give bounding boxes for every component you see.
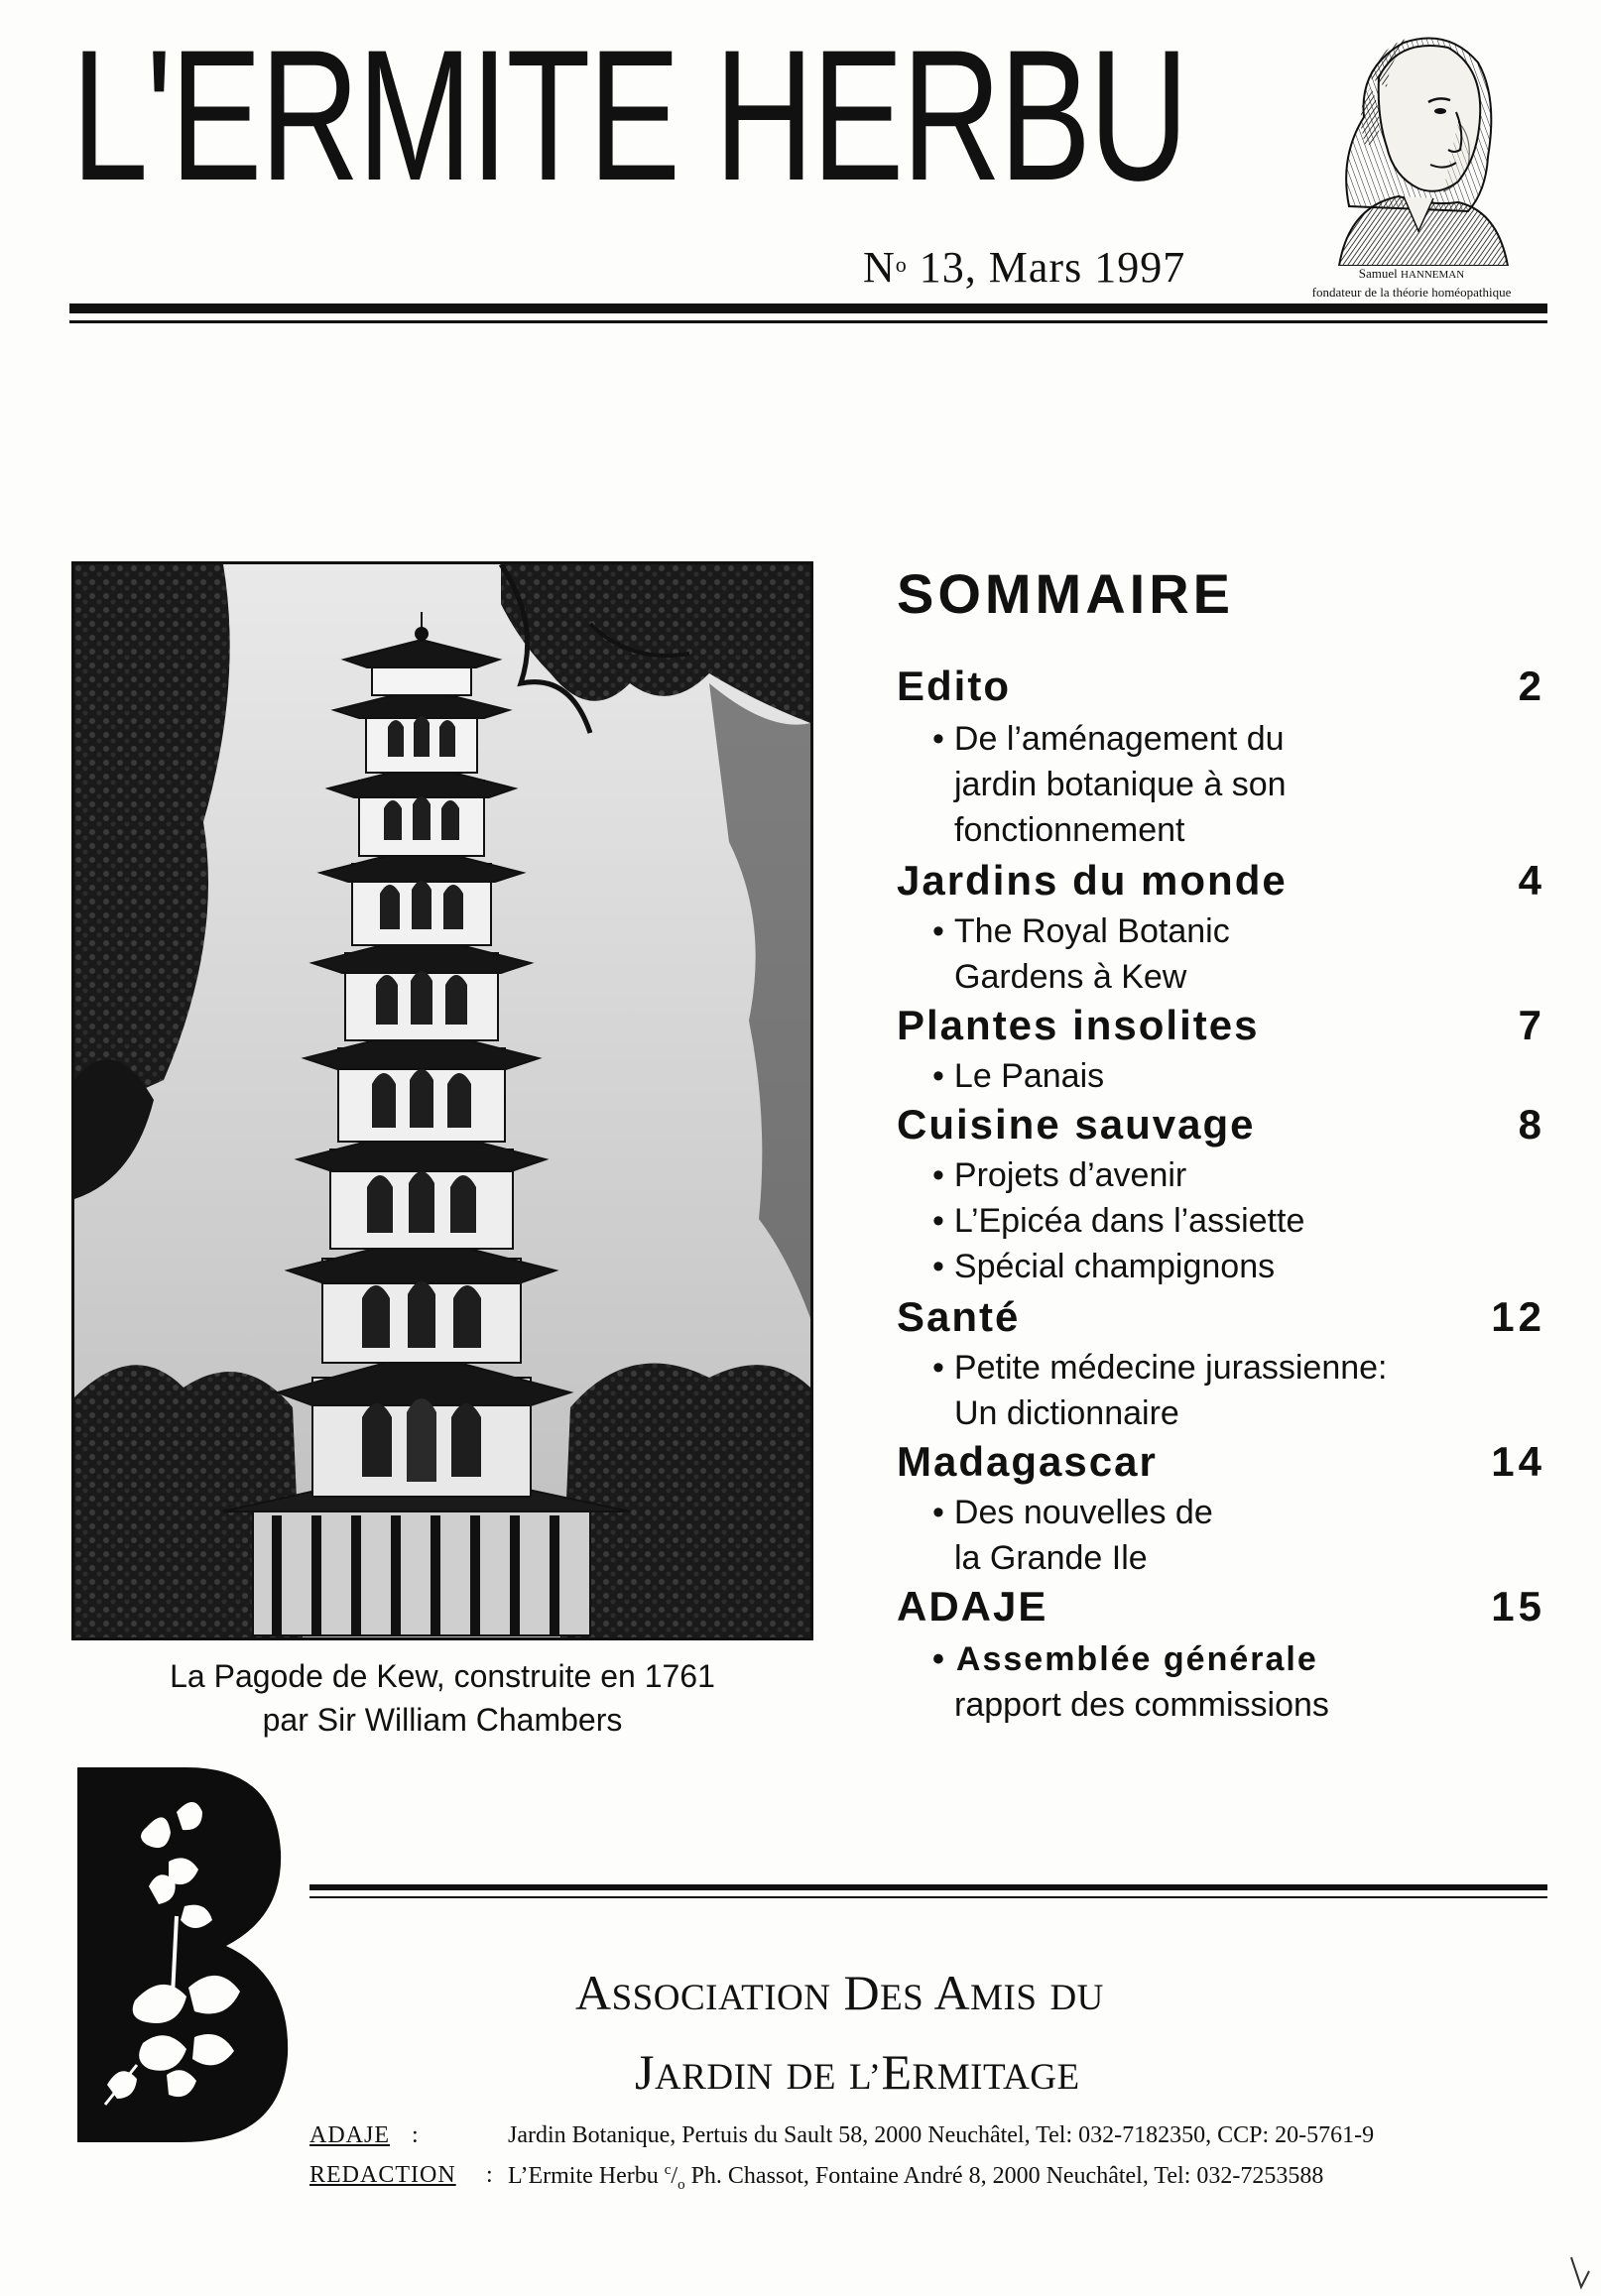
section-page-jardins-du-monde: 4 (1518, 857, 1545, 904)
section-title-jardins-du-monde[interactable]: Jardins du monde (897, 857, 1288, 904)
issue-number-sign: o (895, 252, 908, 277)
masthead-rule-thin (69, 320, 1547, 323)
masthead-rule-thick (69, 303, 1547, 313)
item-line: The Royal Botanic (953, 912, 1230, 950)
sommaire-item-madagascar-1[interactable] (932, 1490, 1213, 1581)
sommaire-heading: SOMMAIRE (897, 562, 1234, 625)
assoc-cap: A (933, 1965, 971, 2020)
item-line: fonctionnement (954, 811, 1185, 849)
adaje-label: ADAJE (309, 2122, 390, 2148)
assoc-sc: RMITAGE (912, 2057, 1080, 2098)
sommaire-item-cuisine-1[interactable] (932, 1152, 1186, 1198)
photo-caption-line1: La Pagode de Kew, construite en 1761 (170, 1658, 715, 1694)
adaje-address: Jardin Botanique, Pertuis du Sault 58, 2000 Neuchâtel, Tel: 032-7182350, CCP: 20-5761-9 (508, 2122, 1375, 2148)
care-of-o: o (677, 2176, 685, 2193)
redaction-text-pre: L’Ermite Herbu (508, 2163, 665, 2189)
bullet: • (932, 1494, 944, 1531)
assoc-cap: J (635, 2044, 655, 2100)
assoc-sc: DE (786, 2057, 836, 2098)
sommaire-item-cuisine-2[interactable] (932, 1198, 1304, 1244)
item-line: Gardens à Kew (954, 958, 1187, 996)
association-name-line2 (635, 2043, 1080, 2101)
section-title-madagascar[interactable]: Madagascar (897, 1438, 1158, 1485)
section-title-adaje[interactable]: ADAJE (897, 1583, 1048, 1630)
assoc-sc: DU (1049, 1978, 1104, 2018)
item-line: Petite médecine jurassienne: (953, 1349, 1388, 1387)
bullet: • (932, 1248, 944, 1285)
item-line: la Grande Ile (954, 1539, 1148, 1577)
pagoda-illustration (74, 564, 810, 1637)
footer-rule-thick (309, 1884, 1547, 1890)
assoc-sc: ARDIN (654, 2057, 774, 2098)
portrait-name-surname: HANNEMAN (1401, 269, 1465, 281)
section-title-cuisine-sauvage[interactable]: Cuisine sauvage (897, 1101, 1256, 1148)
bullet: • (932, 1156, 944, 1194)
section-page-plantes-insolites: 7 (1518, 1002, 1545, 1048)
masthead-title: L'ERMITE HERBU (71, 11, 1187, 219)
portrait-name-prefix: Samuel (1358, 266, 1402, 281)
bullet: • (932, 1202, 944, 1240)
issue-date: 13, Mars 1997 (907, 243, 1186, 292)
item-line: Projets d’avenir (953, 1156, 1187, 1194)
assoc-sc: ES (880, 1978, 924, 2018)
assoc-sc: L’ (848, 2057, 882, 2098)
section-title-sante[interactable]: Santé (897, 1293, 1021, 1340)
care-of-c: c (664, 2162, 672, 2178)
item-line: jardin botanique à son (954, 766, 1287, 803)
portrait-caption: fondateur de la théorie homéopathique (1311, 285, 1512, 300)
photo-caption-line2: par Sir William Chambers (262, 1702, 623, 1738)
assoc-sc: MIS (970, 1978, 1038, 2018)
section-title-edito[interactable]: Edito (897, 663, 1011, 709)
redaction-text-post: Ph. Chassot, Fontaine André 8, 2000 Neuchâtel, Tel: 032-7253588 (684, 2163, 1324, 2189)
sommaire-item-sante-1[interactable] (932, 1345, 1388, 1436)
care-of-slash: / (671, 2163, 678, 2189)
assoc-sc: SSOCIATION (611, 1978, 831, 2018)
footer-rule-thin (309, 1896, 1547, 1898)
photo-caption (71, 1654, 813, 1742)
item-line: rapport des commissions (954, 1686, 1329, 1724)
assoc-cap: A (575, 1965, 612, 2020)
assoc-cap: E (881, 2044, 913, 2100)
redaction-address (508, 2162, 1323, 2194)
sommaire-item-adaje-1[interactable] (932, 1636, 1329, 1728)
portrait-engraving (1309, 8, 1514, 266)
bullet: • (932, 1640, 946, 1678)
sommaire-item-edito-1[interactable] (932, 716, 1287, 853)
section-page-sante: 12 (1491, 1293, 1545, 1340)
sommaire-item-plantes-1[interactable] (932, 1053, 1104, 1099)
sommaire-item-cuisine-3[interactable] (932, 1244, 1275, 1289)
item-line: De l’aménagement du (953, 720, 1285, 758)
item-line: Assemblée générale (955, 1640, 1318, 1678)
item-line: Spécial champignons (953, 1248, 1276, 1285)
section-page-cuisine-sauvage: 8 (1518, 1101, 1545, 1148)
pagoda-photo (71, 561, 813, 1640)
redaction-colon: : (486, 2162, 493, 2188)
portrait-name (1268, 266, 1555, 282)
bullet: • (932, 1349, 944, 1387)
redaction-label: REDACTION (309, 2162, 456, 2188)
scan-corner-mark (1567, 2251, 1593, 2291)
section-page-edito: 2 (1518, 663, 1545, 709)
item-line: Des nouvelles de (953, 1494, 1213, 1531)
section-title-plantes-insolites[interactable]: Plantes insolites (897, 1002, 1260, 1048)
issue-prefix: N (863, 243, 896, 292)
sommaire-item-jardins-1[interactable] (932, 908, 1230, 1000)
assoc-cap: D (843, 1965, 881, 2020)
bullet: • (932, 1057, 944, 1095)
adaje-b-logo (77, 1767, 296, 2144)
section-page-madagascar: 14 (1491, 1438, 1545, 1485)
item-line: L’Epicéa dans l’assiette (953, 1202, 1305, 1240)
adaje-colon: : (412, 2122, 419, 2148)
bullet: • (932, 720, 944, 758)
issue-line (863, 242, 1185, 293)
item-line: Un dictionnaire (954, 1394, 1179, 1432)
association-name-line1 (575, 1964, 1104, 2021)
section-page-adaje: 15 (1491, 1583, 1545, 1630)
bullet: • (932, 912, 944, 950)
item-line: Le Panais (953, 1057, 1105, 1095)
